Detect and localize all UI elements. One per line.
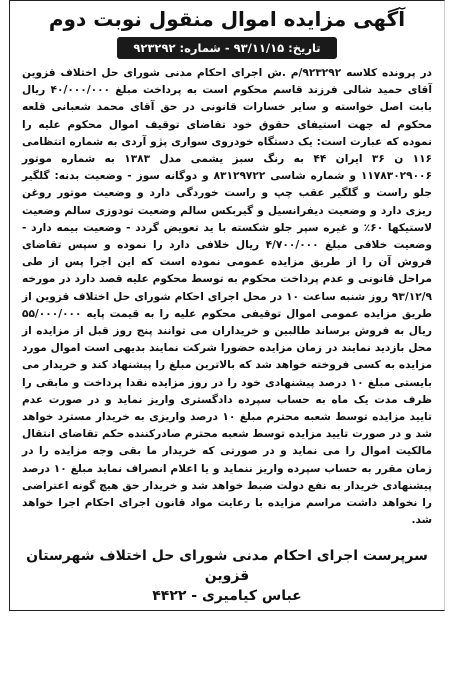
notice-signatory-name: عباس کیامیری - ۴۴۲۲ — [152, 588, 302, 604]
notice-signatory-title: سرپرست اجرای احکام مدنی شورای حل اختلاف شهرستان قزوین — [26, 548, 428, 584]
notice-body: در پرونده کلاسه ۹۲۳۲۹۲/م .ش اجرای احکام مدنی شورای حل اختلاف قزوین آقای حمید شالی فرزند قاسم محکوم است به پرداخت مبلغ ۴۰/۰۰۰/۰۰۰ ریال بابت اصل خواسته و سایر خسارات قانونی در حق آقای محمد شعبانی قلعه محکوم له جهت استیفای حقوق خود تقاضای توقیف اموال محکوم علیه را نموده که عبارت است: یک دستگاه خودروی سواری پژو آردی به شماره انتظامی ۱۱۶ ن ۳۶ ایران ۴۴ به رنگ سبز یشمی مدل ۱۳۸۳ به شماره موتور ۱۱۷۸۳۰۲۹۰۰۶ و شماره شاسی ۸۳۱۲۹۷۲۲ و دوگانه سوز - وضعیت بدنه: گلگیر جلو راست و گلگیر عقب چپ و راست خوردگی دارد و وضعیت موتور روغن ریزی دارد و وضعیت دیفرانسیل و گیربکس سالم وضعیت تودوزی سالم وضعیت لاستیکها ۶۰٪ و غیره سپر جلو شکسته با ید تعویض گردد - وضعیت بیمه دارد - وضعیت خلافی مبلغ ۴/۷۰۰/۰۰۰ ریال خلافی دارد را نموده و سپس تقاضای فروش آن را از طریق مزایده عمومی نموده است که این اجرا پس از طی مراحل قانونی و عدم پرداخت محکوم به توسط محکوم علیه قصد دارد در مورخه ۹۳/۱۲/۹ روز شنبه ساعت ۱۰ در محل اجرای احکام شورای حل اختلاف قزوین از طریق مزایده عمومی اموال توقیفی محکوم علیه را به قیمت پایه ۵۵/۰۰۰/۰۰۰ ریال به فروش برساند طالبین و خریداران می توانند پنج روز قبل از مزایده از محل بازدید نمایند در زمان مزایده حضورا شرکت نمایند بدیهی است اموال مورد مزایده به کسی فروخته خواهد شد که بالاترین مبلغ را پیشنهاد کند و خریدار می بایستی مبلغ ۱۰ درصد پیشنهادی خود را در روز مزایده نقدا پرداخت و مابقی را ظرف مدت یک ماه به حساب سپرده دادگستری واریز نماید و در صورت عدم تایید مزایده توسط شعبه محترم مبلغ ۱۰ درصد واریزی به خریدار مسترد خواهد شد و در صورت تایید مزایده توسط شعبه محترم صادرکننده حکم تقاضای انتقال مالکیت اموال را می نماید و در صورتی که خریدار ما بقی وجه مزایده را در زمان مقرر به حساب سپرده واریز ننماید و یا اعلام انصراف نماید مبلغ ۱۰ درصد پیشنهادی خریدار به نفع دولت ضبط خواهد شد و خریدار حق هیچ گونه اعتراضی را نخواهد داشت مراسم مزایده با رعایت مواد قانون اجرای احکام اجرا خواهد شد. — [22, 67, 433, 527]
notice-title: آگهی مزایده اموال منقول نوبت دوم — [48, 7, 406, 31]
auction-notice — [9, 0, 445, 611]
notice-date-number: تاریخ: ۹۳/۱۱/۱۵ - شماره: ۹۲۳۲۹۲ — [117, 37, 337, 59]
